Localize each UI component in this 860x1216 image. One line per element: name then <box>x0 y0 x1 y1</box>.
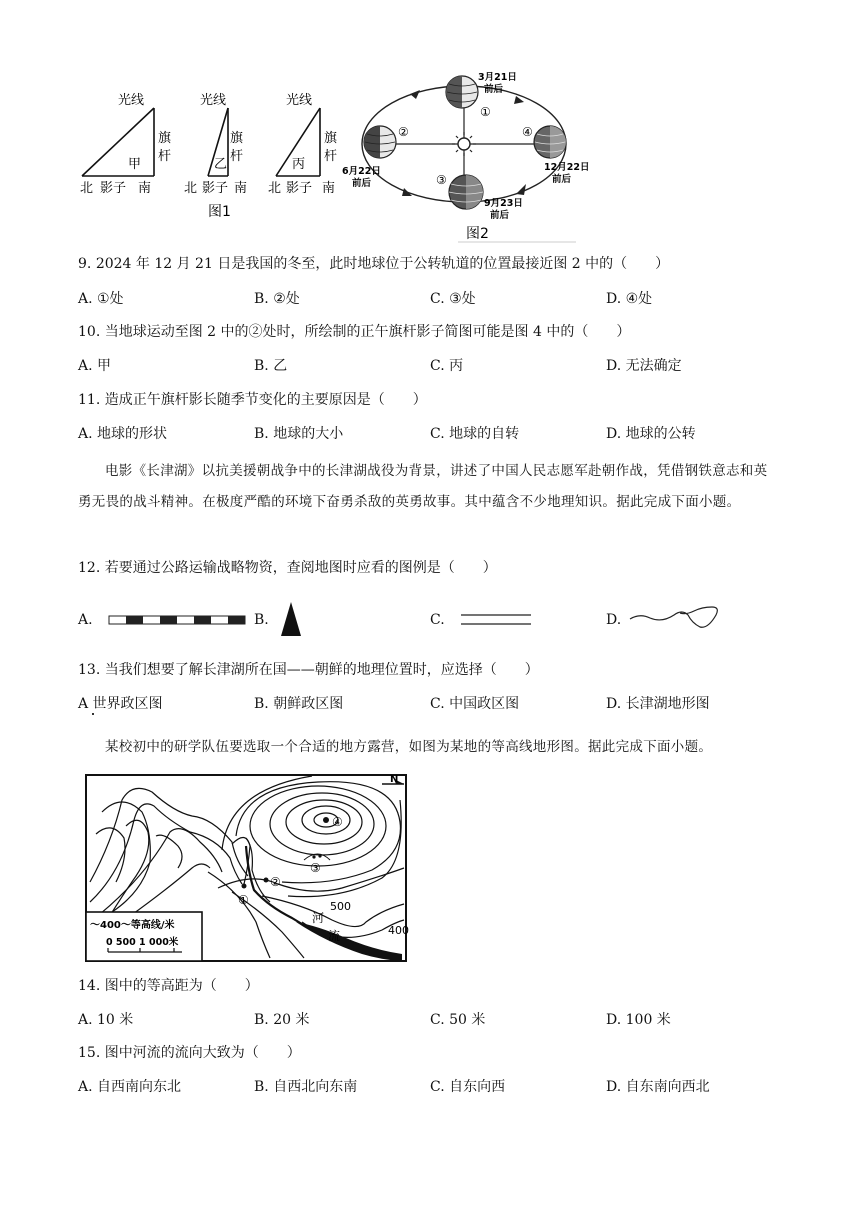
shadow-label-2: 影子 <box>202 181 229 196</box>
contour-map <box>82 772 412 966</box>
north-label: N <box>390 774 399 785</box>
flagpole-label-3b: 杆 <box>324 149 338 164</box>
marker-1-label: ① <box>238 893 249 907</box>
north-label-2: 北 <box>184 181 198 196</box>
q9-option-b[interactable]: B. ②处 <box>254 291 300 307</box>
q14-option-d[interactable]: D. 100 米 <box>606 1012 671 1028</box>
q14-option-c[interactable]: C. 50 米 <box>430 1012 486 1028</box>
marker-2: ② <box>398 125 409 139</box>
earth-right-icon <box>534 126 566 158</box>
q11-option-d[interactable]: D. 地球的公转 <box>606 426 696 442</box>
question-13 <box>78 660 539 680</box>
q11-option-b[interactable]: B. 地球的大小 <box>254 426 344 442</box>
q10-option-b[interactable]: B. 乙 <box>254 358 288 374</box>
marker-2-label: ② <box>270 875 281 889</box>
river-label-1: 河 <box>312 911 325 925</box>
river-lake-symbol-icon <box>628 603 722 637</box>
question-text: 图中河流的流向大致为（ ） <box>104 1045 301 1061</box>
marker-3: ③ <box>436 173 447 187</box>
sep23-sub: 前后 <box>490 210 510 221</box>
passage-camping: 某校初中的研学队伍要选取一个合适的地方露营，如图为某地的等高线地形图。据此完成下面小题。 <box>105 739 713 755</box>
q10-option-a[interactable]: A. 甲 <box>78 358 112 374</box>
point-2-dot <box>264 878 269 883</box>
question-number: 13. <box>78 662 101 678</box>
river-label-2: 流 <box>328 929 341 943</box>
question-number: 10. <box>78 324 101 340</box>
flagpole-label-2b: 杆 <box>230 149 244 164</box>
sep23-label: 9月23日 <box>484 198 523 209</box>
north-label-3: 北 <box>268 181 282 196</box>
q13-option-a[interactable]: A 世界政区图 <box>78 696 163 712</box>
contour-500-label: 500 <box>330 900 351 913</box>
diagram-jia <box>82 108 154 176</box>
question-text: 图中的等高距为（ ） <box>104 978 259 994</box>
q14-option-b[interactable]: B. 20 米 <box>254 1012 310 1028</box>
railway-symbol-icon <box>108 611 246 630</box>
legend-contour-label: ～400～等高线/米 <box>90 920 175 931</box>
q14-option-a[interactable]: A. 10 米 <box>78 1012 134 1028</box>
marker-4-label: ④ <box>332 815 343 829</box>
figure-1-caption: 图1 <box>208 204 231 218</box>
q15-option-d[interactable]: D. 自东南向西北 <box>606 1079 710 1095</box>
label-bing: 丙 <box>292 157 306 172</box>
marker-4: ④ <box>522 125 533 139</box>
q13-option-d[interactable]: D. 长津湖地形图 <box>606 696 710 712</box>
earth-bottom-icon <box>449 175 483 209</box>
diagram-bing <box>262 88 352 198</box>
mountain-peak-symbol-icon <box>280 600 302 642</box>
question-text: 若要通过公路运输战略物资，查阅地图时应看的图例是（ ） <box>104 560 497 576</box>
jun22-sub: 前后 <box>352 178 372 189</box>
q11-option-a[interactable]: A. 地球的形状 <box>78 426 168 442</box>
q11-option-c[interactable]: C. 地球的自转 <box>430 426 520 442</box>
question-12 <box>78 558 497 578</box>
mar21-label: 3月21日 <box>478 72 517 83</box>
q9-option-d[interactable]: D. ④处 <box>606 291 653 307</box>
question-text: 2024 年 12 月 21 日是我国的冬至，此时地球位于公转轨道的位置最接近图 2 中的（ ） <box>95 256 670 272</box>
question-15 <box>78 1043 301 1063</box>
point-4-dot <box>323 817 329 823</box>
south-label-1: 南 <box>138 181 152 196</box>
figure-2 <box>340 66 590 244</box>
flagpole-label-1b: 杆 <box>158 149 172 164</box>
question-14 <box>78 976 259 996</box>
question-number: 14. <box>78 978 101 994</box>
question-number: 9. <box>78 256 92 272</box>
question-text: 当我们想要了解长津湖所在国——朝鲜的地理位置时，应选择（ ） <box>104 662 539 678</box>
south-label-3: 南 <box>322 181 336 196</box>
figure-1 <box>70 88 260 218</box>
q15-option-b[interactable]: B. 自西北向东南 <box>254 1079 358 1095</box>
earth-orbit-diagram <box>340 66 590 244</box>
dec22-sub: 前后 <box>552 174 572 185</box>
earth-left-icon <box>364 126 396 158</box>
q10-option-d[interactable]: D. 无法确定 <box>606 358 682 374</box>
question-text: 当地球运动至图 2 中的②处时，所绘制的正午旗杆影子简图可能是图 4 中的（ ） <box>104 324 631 340</box>
contour-400-label: 400 <box>388 924 409 937</box>
question-11 <box>78 390 427 410</box>
q15-option-a[interactable]: A. 自西南向东北 <box>78 1079 182 1095</box>
south-label-2: 南 <box>234 181 248 196</box>
highway-symbol-icon <box>460 612 532 631</box>
dec22-label: 12月22日 <box>544 162 590 173</box>
question-text: 造成正午旗杆影长随季节变化的主要原因是（ ） <box>104 392 427 408</box>
question-9 <box>78 254 669 274</box>
q12-option-c[interactable]: C. <box>430 612 445 628</box>
q12-option-a[interactable]: A. <box>78 612 93 628</box>
question-number: 11. <box>78 392 101 408</box>
question-number: 15. <box>78 1045 101 1061</box>
label-yi: 乙 <box>214 157 228 172</box>
flagpole-shadow-diagrams <box>70 88 260 218</box>
marker-1: ① <box>480 105 491 119</box>
jun22-label: 6月22日 <box>342 166 381 177</box>
label-jia: 甲 <box>128 157 142 172</box>
flagpole-label-2a: 旗 <box>230 131 244 146</box>
marker-3-label: ③ <box>310 861 321 875</box>
q10-option-c[interactable]: C. 丙 <box>430 358 464 374</box>
flagpole-label-1a: 旗 <box>158 131 172 146</box>
question-number: 12. <box>78 560 101 576</box>
q13-option-c[interactable]: C. 中国政区图 <box>430 696 520 712</box>
shadow-label-1: 影子 <box>100 181 127 196</box>
stray-dot <box>92 713 94 715</box>
figure-2-caption: 图2 <box>466 226 489 242</box>
legend-scale-label: 0 500 1 000米 <box>106 937 179 948</box>
north-label-1: 北 <box>80 181 94 196</box>
point-1-dot <box>242 884 247 889</box>
light-label-3: 光线 <box>286 93 313 108</box>
light-label-2: 光线 <box>200 93 227 108</box>
q15-option-c[interactable]: C. 自东向西 <box>430 1079 506 1095</box>
q13-option-b[interactable]: B. 朝鲜政区图 <box>254 696 344 712</box>
passage-changjin-lake: 电影《长津湖》以抗美援朝战争中的长津湖战役为背景，讲述了中国人民志愿军赴朝作战，凭借钢铁意志和英勇无畏的战斗精神。在极度严酷的环境下奋勇杀敌的英勇故事。其中蕴含不少地理知识。据此完成下面小题。 <box>78 463 768 510</box>
mar21-sub: 前后 <box>484 84 504 95</box>
earth-top-icon <box>446 76 478 108</box>
light-label-1: 光线 <box>118 93 145 108</box>
q12-option-d[interactable]: D. <box>606 612 622 628</box>
shadow-label-3: 影子 <box>286 181 313 196</box>
flagpole-label-3a: 旗 <box>324 131 338 146</box>
q9-option-a[interactable]: A. ①处 <box>78 291 124 307</box>
question-10 <box>78 322 630 342</box>
q9-option-c[interactable]: C. ③处 <box>430 291 476 307</box>
q12-option-b[interactable]: B. <box>254 612 269 628</box>
